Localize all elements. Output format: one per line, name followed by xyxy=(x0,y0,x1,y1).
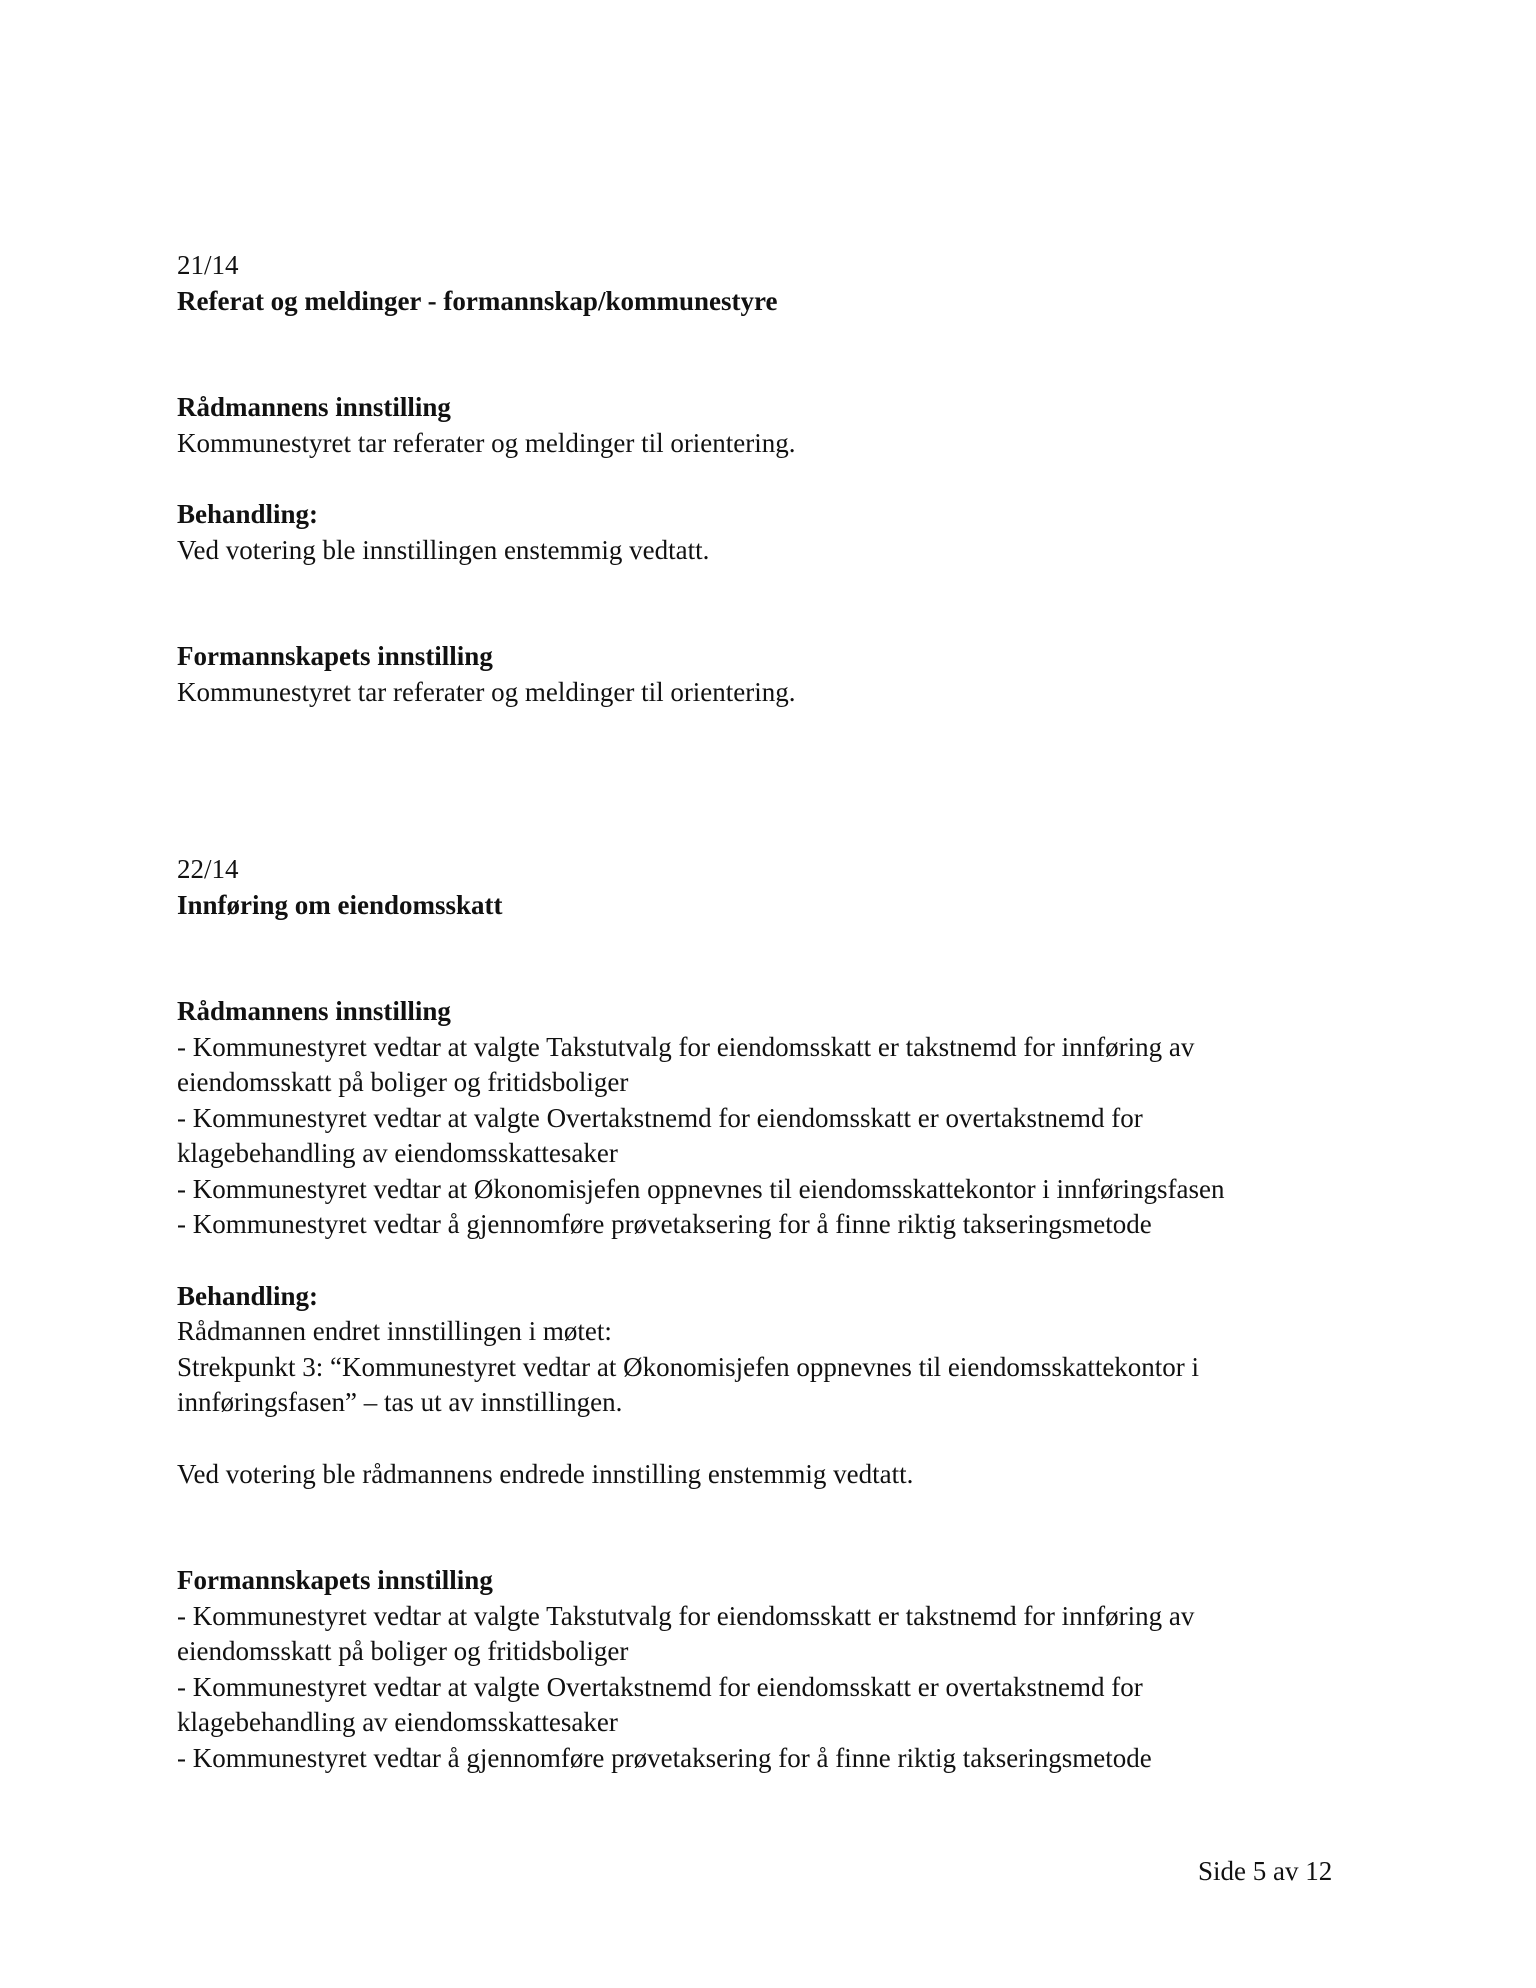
case-number: 22/14 xyxy=(177,854,239,884)
section-heading: Formannskapets innstilling xyxy=(177,641,493,671)
section-heading: Formannskapets innstilling xyxy=(177,1565,493,1595)
section-line: - Kommunestyret vedtar at valgte Overtakstnemd for eiendomsskatt er overtakstnemd for xyxy=(177,1102,1143,1133)
section-line: - Kommunestyret vedtar at valgte Takstutvalg for eiendomsskatt er takstnemd for innføring av xyxy=(177,1600,1195,1631)
formannskapets-innstilling xyxy=(177,639,1377,710)
case-22-14 xyxy=(177,852,1377,1776)
behandling xyxy=(177,497,1377,568)
section-line: Kommunestyret tar referater og meldinger til orientering. xyxy=(177,427,796,458)
radmannens-innstilling xyxy=(177,390,1377,461)
section-line: innføringsfasen” – tas ut av innstillingen. xyxy=(177,1387,623,1417)
case-title: Innføring om eiendomsskatt xyxy=(177,889,503,920)
radmannens-innstilling xyxy=(177,994,1377,1243)
section-line: - Kommunestyret vedtar å gjennomføre prøvetaksering for å finne riktig takseringsmetode xyxy=(177,1742,1152,1773)
section-line: eiendomsskatt på boliger og fritidsboliger xyxy=(177,1067,629,1097)
section-line: - Kommunestyret vedtar at valgte Overtakstnemd for eiendomsskatt er overtakstnemd for xyxy=(177,1671,1143,1702)
case-21-14 xyxy=(177,248,1377,710)
section-line: Ved votering ble innstillingen enstemmig vedtatt. xyxy=(177,534,710,565)
document-page xyxy=(177,248,1377,1776)
page-number: Side 5 av 12 xyxy=(1198,1856,1333,1886)
section-line: - Kommunestyret vedtar at Økonomisjefen oppnevnes til eiendomsskattekontor i innføringsfasen xyxy=(177,1173,1225,1204)
section-heading: Rådmannens innstilling xyxy=(177,996,451,1026)
section-line: Kommunestyret tar referater og meldinger til orientering. xyxy=(177,676,796,707)
case-header xyxy=(177,852,1377,923)
formannskapets-innstilling xyxy=(177,1563,1377,1776)
case-title: Referat og meldinger - formannskap/kommunestyre xyxy=(177,285,778,316)
section-line: - Kommunestyret vedtar å gjennomføre prøvetaksering for å finne riktig takseringsmetode xyxy=(177,1209,1152,1239)
section-heading: Behandling: xyxy=(177,499,319,529)
section-heading: Rådmannens innstilling xyxy=(177,392,451,422)
case-header xyxy=(177,248,1377,319)
section-line: eiendomsskatt på boliger og fritidsboliger xyxy=(177,1636,629,1666)
behandling xyxy=(177,1279,1377,1493)
section-line: klagebehandling av eiendomsskattesaker xyxy=(177,1707,618,1737)
section-line: Strekpunkt 3: “Kommunestyret vedtar at Økonomisjefen oppnevnes til eiendomsskattekontor i xyxy=(177,1351,1200,1382)
vote-result: Ved votering ble rådmannens endrede innstilling enstemmig vedtatt. xyxy=(177,1458,914,1489)
section-line: klagebehandling av eiendomsskattesaker xyxy=(177,1138,618,1168)
section-line: - Kommunestyret vedtar at valgte Takstutvalg for eiendomsskatt er takstnemd for innføring av xyxy=(177,1031,1195,1062)
section-heading: Behandling: xyxy=(177,1280,319,1311)
section-line: Rådmannen endret innstillingen i møtet: xyxy=(177,1316,612,1346)
case-number: 21/14 xyxy=(177,250,239,280)
